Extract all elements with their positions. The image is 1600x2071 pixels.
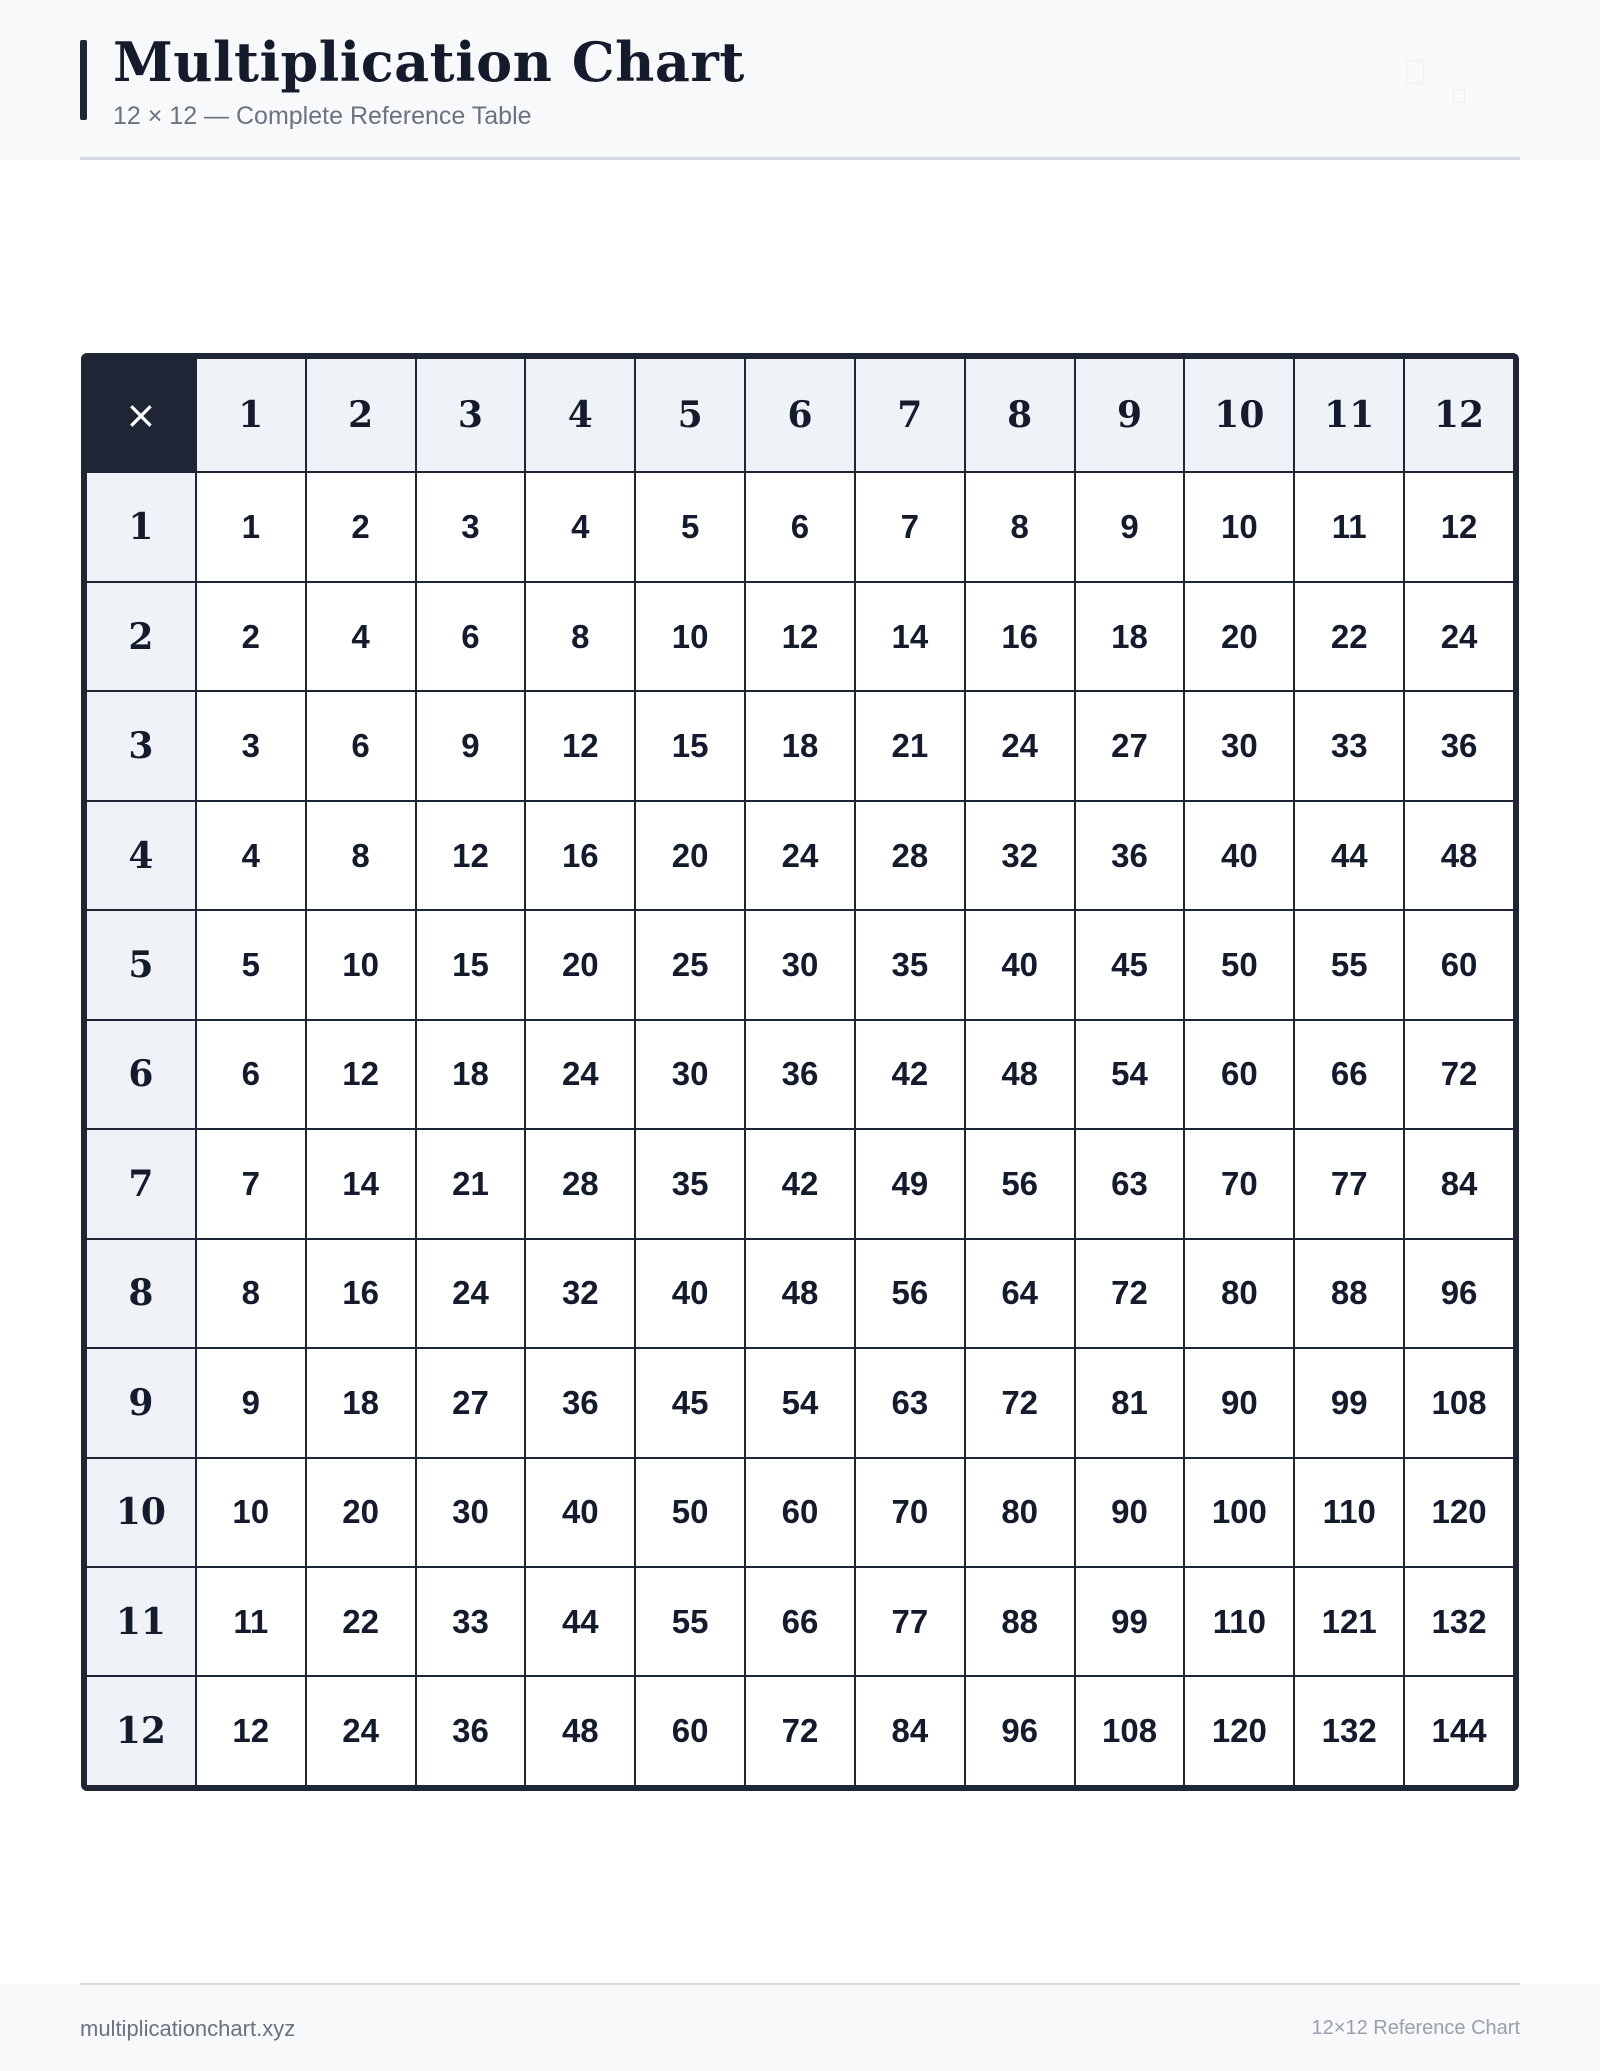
product-cell: 110 xyxy=(1184,1567,1294,1676)
product-cell: 35 xyxy=(635,1129,745,1238)
product-cell: 18 xyxy=(745,691,855,800)
product-cell: 11 xyxy=(1294,472,1404,581)
product-cell: 3 xyxy=(416,472,526,581)
product-cell: 12 xyxy=(416,801,526,910)
table-row xyxy=(86,1348,1514,1457)
table-row xyxy=(86,691,1514,800)
product-cell: 72 xyxy=(1404,1020,1514,1129)
product-cell: 20 xyxy=(635,801,745,910)
product-cell: 96 xyxy=(965,1676,1075,1786)
product-cell: 36 xyxy=(525,1348,635,1457)
row-header: 2 xyxy=(86,582,196,691)
table-row xyxy=(86,472,1514,581)
product-cell: 84 xyxy=(1404,1129,1514,1238)
footer-divider xyxy=(80,1983,1520,1985)
product-cell: 32 xyxy=(525,1239,635,1348)
product-cell: 49 xyxy=(855,1129,965,1238)
product-cell: 6 xyxy=(306,691,416,800)
product-cell: 72 xyxy=(1075,1239,1185,1348)
product-cell: 9 xyxy=(196,1348,306,1457)
column-header: 7 xyxy=(855,358,965,472)
table-row xyxy=(86,1129,1514,1238)
product-cell: 6 xyxy=(416,582,526,691)
decorative-box xyxy=(1406,60,1424,84)
product-cell: 108 xyxy=(1404,1348,1514,1457)
table-row xyxy=(86,1567,1514,1676)
product-cell: 8 xyxy=(306,801,416,910)
product-cell: 16 xyxy=(965,582,1075,691)
row-header: 5 xyxy=(86,910,196,1019)
row-header: 8 xyxy=(86,1239,196,1348)
table-row xyxy=(86,1020,1514,1129)
product-cell: 35 xyxy=(855,910,965,1019)
product-cell: 24 xyxy=(416,1239,526,1348)
product-cell: 77 xyxy=(855,1567,965,1676)
product-cell: 40 xyxy=(1184,801,1294,910)
column-header: 5 xyxy=(635,358,745,472)
column-header: 10 xyxy=(1184,358,1294,472)
product-cell: 144 xyxy=(1404,1676,1514,1786)
product-cell: 24 xyxy=(306,1676,416,1786)
product-cell: 16 xyxy=(525,801,635,910)
product-cell: 8 xyxy=(525,582,635,691)
row-header: 3 xyxy=(86,691,196,800)
product-cell: 96 xyxy=(1404,1239,1514,1348)
footer-site-name: multiplicationchart.xyz xyxy=(80,2016,296,2041)
product-cell: 30 xyxy=(635,1020,745,1129)
row-header: 9 xyxy=(86,1348,196,1457)
column-header: 9 xyxy=(1075,358,1185,472)
product-cell: 21 xyxy=(855,691,965,800)
product-cell: 56 xyxy=(855,1239,965,1348)
product-cell: 12 xyxy=(196,1676,306,1786)
product-cell: 48 xyxy=(525,1676,635,1786)
product-cell: 15 xyxy=(635,691,745,800)
product-cell: 8 xyxy=(196,1239,306,1348)
product-cell: 24 xyxy=(525,1020,635,1129)
row-header: 12 xyxy=(86,1676,196,1786)
product-cell: 36 xyxy=(416,1676,526,1786)
product-cell: 54 xyxy=(1075,1020,1185,1129)
product-cell: 7 xyxy=(855,472,965,581)
row-header: 4 xyxy=(86,801,196,910)
product-cell: 14 xyxy=(855,582,965,691)
product-cell: 1 xyxy=(196,472,306,581)
product-cell: 27 xyxy=(1075,691,1185,800)
table-row xyxy=(86,1676,1514,1786)
product-cell: 77 xyxy=(1294,1129,1404,1238)
row-header: 10 xyxy=(86,1458,196,1567)
product-cell: 45 xyxy=(1075,910,1185,1019)
product-cell: 25 xyxy=(635,910,745,1019)
product-cell: 5 xyxy=(196,910,306,1019)
product-cell: 40 xyxy=(525,1458,635,1567)
product-cell: 14 xyxy=(306,1129,416,1238)
page-subtitle: 12 × 12 — Complete Reference Table xyxy=(113,102,532,130)
product-cell: 110 xyxy=(1294,1458,1404,1567)
product-cell: 45 xyxy=(635,1348,745,1457)
product-cell: 2 xyxy=(196,582,306,691)
product-cell: 20 xyxy=(525,910,635,1019)
product-cell: 9 xyxy=(1075,472,1185,581)
product-cell: 132 xyxy=(1404,1567,1514,1676)
product-cell: 20 xyxy=(306,1458,416,1567)
table-row xyxy=(86,582,1514,691)
product-cell: 48 xyxy=(965,1020,1075,1129)
product-cell: 88 xyxy=(965,1567,1075,1676)
page-title: Multiplication Chart xyxy=(113,30,745,94)
product-cell: 72 xyxy=(745,1676,855,1786)
product-cell: 99 xyxy=(1075,1567,1185,1676)
multiplication-table xyxy=(85,357,1515,1787)
product-cell: 36 xyxy=(1075,801,1185,910)
product-cell: 28 xyxy=(855,801,965,910)
product-cell: 21 xyxy=(416,1129,526,1238)
product-cell: 10 xyxy=(635,582,745,691)
product-cell: 120 xyxy=(1404,1458,1514,1567)
product-cell: 7 xyxy=(196,1129,306,1238)
product-cell: 55 xyxy=(635,1567,745,1676)
product-cell: 24 xyxy=(745,801,855,910)
product-cell: 12 xyxy=(745,582,855,691)
product-cell: 48 xyxy=(745,1239,855,1348)
table-row xyxy=(86,801,1514,910)
product-cell: 11 xyxy=(196,1567,306,1676)
table-row xyxy=(86,1458,1514,1567)
product-cell: 90 xyxy=(1184,1348,1294,1457)
product-cell: 60 xyxy=(745,1458,855,1567)
product-cell: 4 xyxy=(306,582,416,691)
product-cell: 10 xyxy=(1184,472,1294,581)
product-cell: 48 xyxy=(1404,801,1514,910)
product-cell: 60 xyxy=(1184,1020,1294,1129)
footer-label: 12×12 Reference Chart xyxy=(1311,2017,1520,2039)
product-cell: 56 xyxy=(965,1129,1075,1238)
table-row xyxy=(86,1239,1514,1348)
product-cell: 66 xyxy=(745,1567,855,1676)
product-cell: 12 xyxy=(525,691,635,800)
product-cell: 88 xyxy=(1294,1239,1404,1348)
product-cell: 72 xyxy=(965,1348,1075,1457)
header-row xyxy=(86,358,1514,472)
product-cell: 18 xyxy=(416,1020,526,1129)
product-cell: 99 xyxy=(1294,1348,1404,1457)
column-header: 2 xyxy=(306,358,416,472)
corner-times-symbol: × xyxy=(86,358,196,472)
product-cell: 5 xyxy=(635,472,745,581)
product-cell: 9 xyxy=(416,691,526,800)
product-cell: 84 xyxy=(855,1676,965,1786)
product-cell: 44 xyxy=(1294,801,1404,910)
column-header: 11 xyxy=(1294,358,1404,472)
column-header: 6 xyxy=(745,358,855,472)
product-cell: 70 xyxy=(1184,1129,1294,1238)
product-cell: 6 xyxy=(196,1020,306,1129)
product-cell: 10 xyxy=(306,910,416,1019)
product-cell: 22 xyxy=(306,1567,416,1676)
column-header: 8 xyxy=(965,358,1075,472)
product-cell: 44 xyxy=(525,1567,635,1676)
product-cell: 33 xyxy=(416,1567,526,1676)
product-cell: 55 xyxy=(1294,910,1404,1019)
product-cell: 24 xyxy=(965,691,1075,800)
column-header: 1 xyxy=(196,358,306,472)
product-cell: 12 xyxy=(306,1020,416,1129)
product-cell: 18 xyxy=(306,1348,416,1457)
column-header: 12 xyxy=(1404,358,1514,472)
product-cell: 50 xyxy=(1184,910,1294,1019)
product-cell: 50 xyxy=(635,1458,745,1567)
product-cell: 70 xyxy=(855,1458,965,1567)
product-cell: 10 xyxy=(196,1458,306,1567)
product-cell: 24 xyxy=(1404,582,1514,691)
product-cell: 2 xyxy=(306,472,416,581)
decorative-box xyxy=(1453,89,1465,103)
product-cell: 80 xyxy=(965,1458,1075,1567)
product-cell: 27 xyxy=(416,1348,526,1457)
title-accent-bar xyxy=(80,40,87,120)
product-cell: 32 xyxy=(965,801,1075,910)
product-cell: 60 xyxy=(1404,910,1514,1019)
product-cell: 80 xyxy=(1184,1239,1294,1348)
product-cell: 33 xyxy=(1294,691,1404,800)
row-header: 6 xyxy=(86,1020,196,1129)
product-cell: 6 xyxy=(745,472,855,581)
product-cell: 120 xyxy=(1184,1676,1294,1786)
product-cell: 40 xyxy=(635,1239,745,1348)
product-cell: 42 xyxy=(745,1129,855,1238)
product-cell: 54 xyxy=(745,1348,855,1457)
product-cell: 36 xyxy=(1404,691,1514,800)
product-cell: 16 xyxy=(306,1239,416,1348)
product-cell: 4 xyxy=(196,801,306,910)
product-cell: 22 xyxy=(1294,582,1404,691)
product-cell: 64 xyxy=(965,1239,1075,1348)
row-header: 11 xyxy=(86,1567,196,1676)
product-cell: 108 xyxy=(1075,1676,1185,1786)
table-row xyxy=(86,910,1514,1019)
product-cell: 30 xyxy=(1184,691,1294,800)
product-cell: 81 xyxy=(1075,1348,1185,1457)
product-cell: 36 xyxy=(745,1020,855,1129)
product-cell: 18 xyxy=(1075,582,1185,691)
product-cell: 66 xyxy=(1294,1020,1404,1129)
product-cell: 63 xyxy=(855,1348,965,1457)
product-cell: 4 xyxy=(525,472,635,581)
product-cell: 20 xyxy=(1184,582,1294,691)
column-header: 4 xyxy=(525,358,635,472)
header-divider xyxy=(80,157,1520,160)
row-header: 1 xyxy=(86,472,196,581)
product-cell: 3 xyxy=(196,691,306,800)
product-cell: 132 xyxy=(1294,1676,1404,1786)
product-cell: 60 xyxy=(635,1676,745,1786)
row-header: 7 xyxy=(86,1129,196,1238)
multiplication-grid xyxy=(81,353,1519,1791)
column-header: 3 xyxy=(416,358,526,472)
product-cell: 40 xyxy=(965,910,1075,1019)
product-cell: 30 xyxy=(416,1458,526,1567)
product-cell: 100 xyxy=(1184,1458,1294,1567)
product-cell: 63 xyxy=(1075,1129,1185,1238)
product-cell: 90 xyxy=(1075,1458,1185,1567)
product-cell: 28 xyxy=(525,1129,635,1238)
product-cell: 15 xyxy=(416,910,526,1019)
product-cell: 12 xyxy=(1404,472,1514,581)
product-cell: 121 xyxy=(1294,1567,1404,1676)
product-cell: 8 xyxy=(965,472,1075,581)
product-cell: 42 xyxy=(855,1020,965,1129)
product-cell: 30 xyxy=(745,910,855,1019)
